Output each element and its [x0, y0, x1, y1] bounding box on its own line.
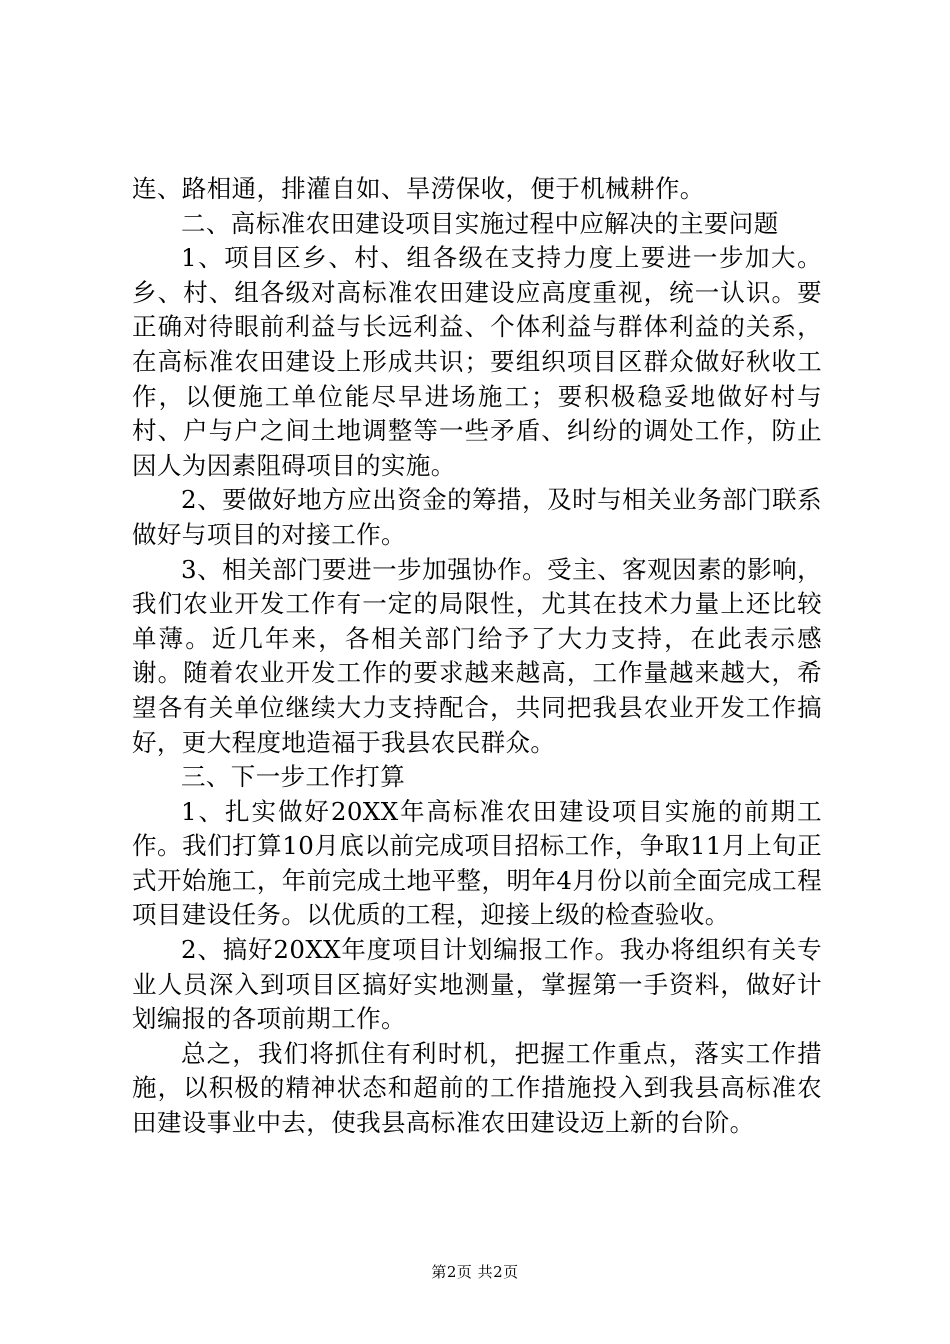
paragraph-item-3-1: 1、扎实做好20XX年高标准农田建设项目实施的前期工作。我们打算10月底以前完成项目招标工作，争取11月上旬正式开始施工，年前完成土地平整，明年4月份以前全面完成工程项目建设任务。以优质的工程，迎接上级的检查验收。: [132, 796, 822, 930]
paragraph-item-2-2: 2、要做好地方应出资金的筹措，及时与相关业务部门联系做好与项目的对接工作。: [132, 485, 822, 549]
paragraph-item-2-3: 3、相关部门要进一步加强协作。受主、客观因素的影响，我们农业开发工作有一定的局限性，尤其在技术力量上还比较单薄。近几年来，各相关部门给予了大力支持，在此表示感谢。随着农业开发工作的要求越来越高，工作量越来越大，希望各有关单位继续大力支持配合，共同把我县农业开发工作搞好，更大程度地造福于我县农民群众。: [132, 554, 822, 757]
paragraph-conclusion: 总之，我们将抓住有利时机，把握工作重点，落实工作措施，以积极的精神状态和超前的工作措施投入到我县高标准农田建设事业中去，使我县高标准农田建设迈上新的台阶。: [132, 1038, 822, 1138]
page-number-label: 第2页 共2页: [431, 1263, 519, 1281]
page-footer: [0, 1262, 950, 1282]
paragraph-item-2-1: 1、项目区乡、村、组各级在支持力度上要进一步加大。乡、村、组各级对高标准农田建设应高度重视，统一认识。要正确对待眼前利益与长远利益、个体利益与群体利益的关系，在高标准农田建设上形成共识；要组织项目区群众做好秋收工作，以便施工单位能尽早进场施工；要积极稳妥地做好村与村、户与户之间土地调整等一些矛盾、纠纷的调处工作，防止因人为因素阻碍项目的实施。: [132, 243, 822, 480]
paragraph-item-3-2: 2、搞好20XX年度项目计划编报工作。我办将组织有关专业人员深入到项目区搞好实地测量，掌握第一手资料，做好计划编报的各项前期工作。: [132, 935, 822, 1034]
paragraph-continuation: 连、路相通，排灌自如、旱涝保收，便于机械耕作。: [132, 174, 705, 203]
document-body: [132, 172, 822, 1141]
section-heading-3: 三、下一步工作打算: [181, 762, 406, 792]
section-heading-2: 二、高标准农田建设项目实施过程中应解决的主要问题: [181, 208, 779, 238]
